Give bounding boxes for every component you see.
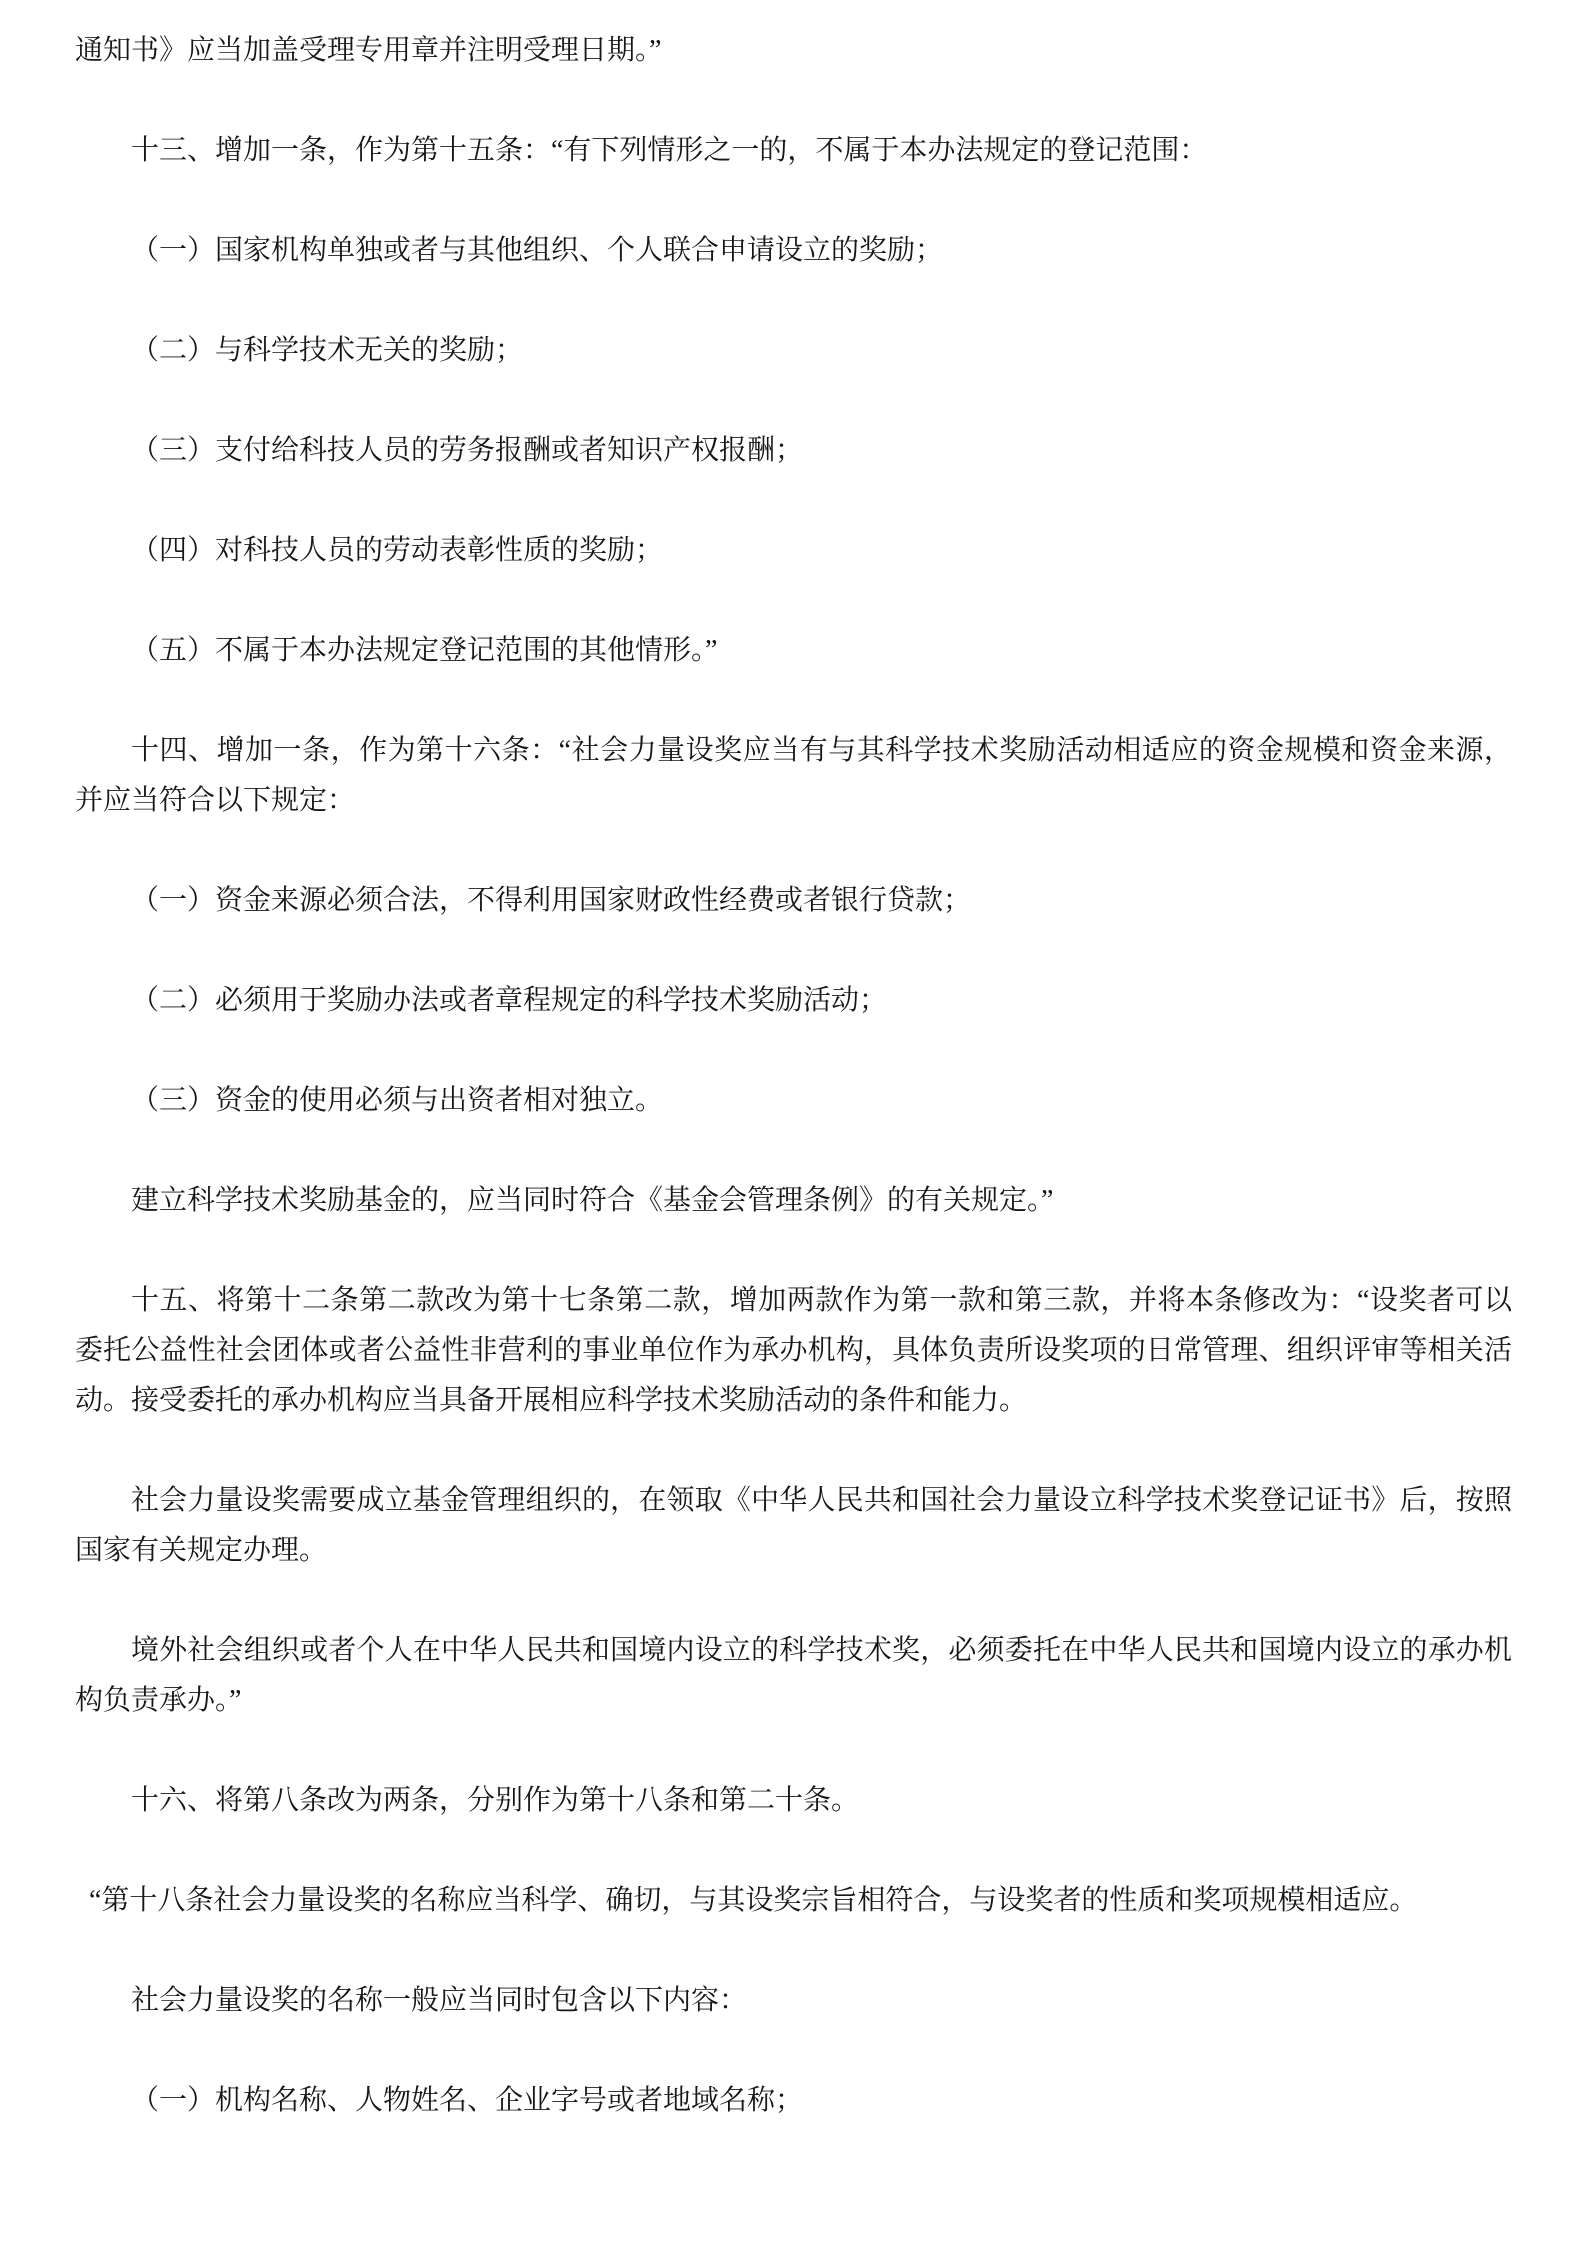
paragraph: 十六、将第八条改为两条，分别作为第十八条和第二十条。 <box>131 1785 860 1816</box>
paragraph: （二）必须用于奖励办法或者章程规定的科学技术奖励活动； <box>131 985 888 1016</box>
paragraph: （一）机构名称、人物姓名、企业字号或者地域名称； <box>131 2085 804 2116</box>
document-body <box>75 26 1512 2126</box>
paragraph: （一）资金来源必须合法，不得利用国家财政性经费或者银行贷款； <box>131 885 972 916</box>
paragraph: 十四、增加一条，作为第十六条：“社会力量设奖应当有与其科学技术奖励活动相适应的资金规模和资金来源，并应当符合以下规定： <box>75 735 1512 816</box>
paragraph: “第十八条社会力量设奖的名称应当科学、确切，与其设奖宗旨相符合，与设奖者的性质和奖项规模相适应。 <box>89 1885 1418 1916</box>
paragraph: （三）支付给科技人员的劳务报酬或者知识产权报酬； <box>131 435 804 466</box>
paragraph: 社会力量设奖的名称一般应当同时包含以下内容： <box>131 1985 748 2016</box>
paragraph: （三）资金的使用必须与出资者相对独立。 <box>131 1085 664 1116</box>
paragraph: 通知书》应当加盖受理专用章并注明受理日期。” <box>75 35 662 66</box>
paragraph: 境外社会组织或者个人在中华人民共和国境内设立的科学技术奖，必须委托在中华人民共和国境内设立的承办机构负责承办。” <box>75 1635 1512 1716</box>
paragraph: （四）对科技人员的劳动表彰性质的奖励； <box>131 535 664 566</box>
paragraph: 建立科学技术奖励基金的，应当同时符合《基金会管理条例》的有关规定。” <box>131 1185 1054 1216</box>
paragraph: 社会力量设奖需要成立基金管理组织的，在领取《中华人民共和国社会力量设立科学技术奖登记证书》后，按照国家有关规定办理。 <box>75 1485 1512 1566</box>
paragraph: （二）与科学技术无关的奖励； <box>131 335 524 366</box>
paragraph: （一）国家机构单独或者与其他组织、个人联合申请设立的奖励； <box>131 235 944 266</box>
paragraph: 十三、增加一条，作为第十五条：“有下列情形之一的，不属于本办法规定的登记范围： <box>131 135 1208 166</box>
paragraph: （五）不属于本办法规定登记范围的其他情形。” <box>131 635 718 666</box>
paragraph: 十五、将第十二条第二款改为第十七条第二款，增加两款作为第一款和第三款，并将本条修改为：“设奖者可以委托公益性社会团体或者公益性非营利的事业单位作为承办机构，具体负责所设奖项的日常管理、组织评审等相关活动。接受委托的承办机构应当具备开展相应科学技术奖励活动的条件和能力。 <box>75 1285 1512 1416</box>
